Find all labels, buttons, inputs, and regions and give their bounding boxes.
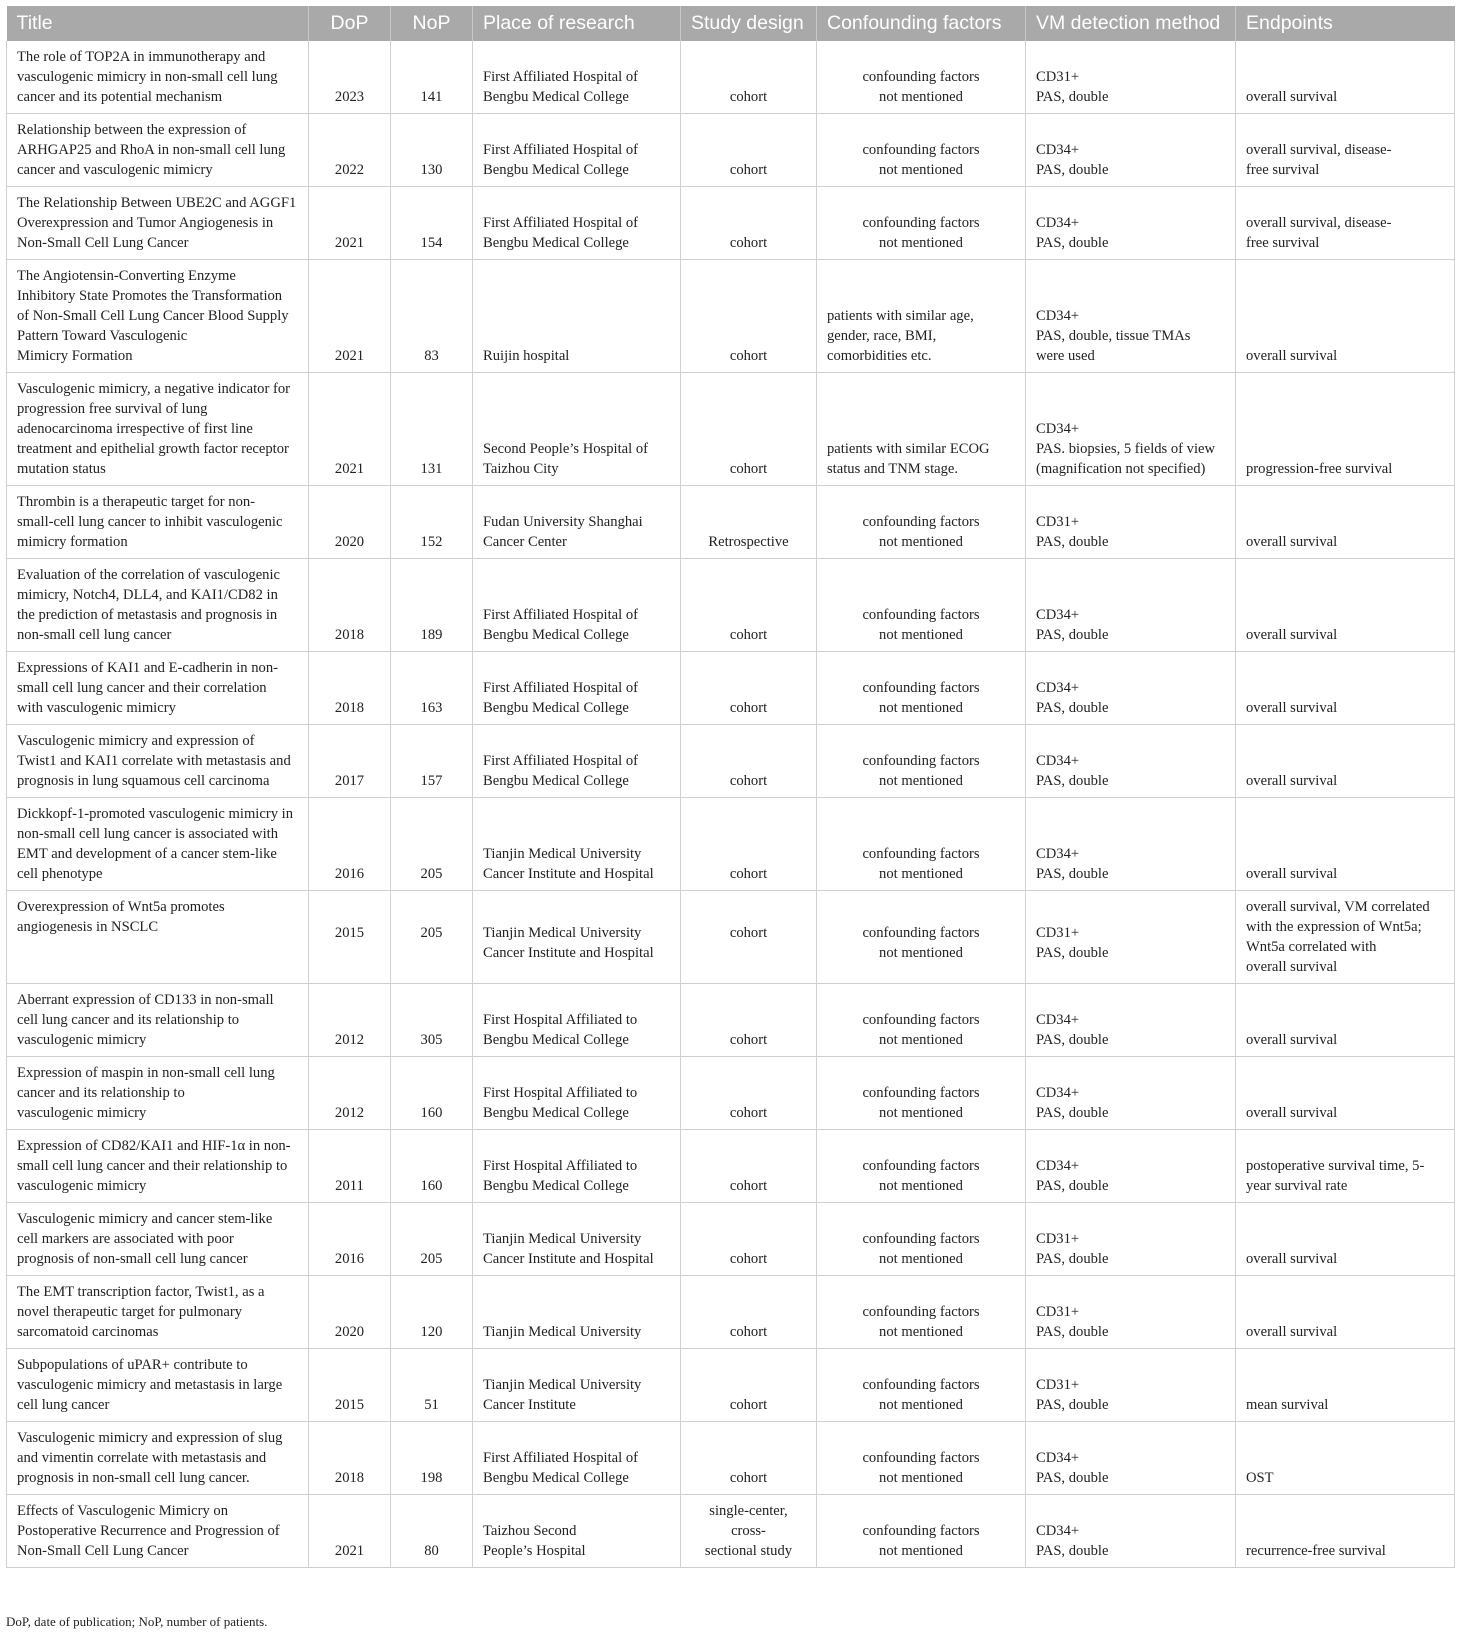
cell-dop: 2018 [309, 1422, 391, 1495]
cell-endpoints: overall survival [1236, 41, 1455, 114]
cell-nop: 141 [391, 41, 473, 114]
cell-title: Effects of Vasculogenic Mimicry on Postoperative Recurrence and Progression of Non-Small Cell Lung Cancer [7, 1495, 309, 1568]
cell-study-design: cohort [681, 891, 817, 984]
cell-vm-method: CD34+ PAS. biopsies, 5 fields of view (magnification not specified) [1026, 373, 1236, 486]
cell-title: The Relationship Between UBE2C and AGGF1 Overexpression and Tumor Angiogenesis in Non-Small Cell Lung Cancer [7, 187, 309, 260]
cell-vm-method: CD31+ PAS, double [1026, 1349, 1236, 1422]
cell-endpoints: overall survival [1236, 725, 1455, 798]
cell-vm-method: CD34+ PAS, double [1026, 1422, 1236, 1495]
cell-title: Expression of maspin in non-small cell lung cancer and its relationship to vasculogenic mimicry [7, 1057, 309, 1130]
cell-study-design: cohort [681, 1349, 817, 1422]
cell-endpoints: postoperative survival time, 5- year survival rate [1236, 1130, 1455, 1203]
cell-dop: 2016 [309, 798, 391, 891]
table-footnote: DoP, date of publication; NoP, number of patients. [6, 1614, 268, 1629]
cell-confounding: confounding factors not mentioned [817, 652, 1026, 725]
cell-vm-method: CD34+ PAS, double [1026, 798, 1236, 891]
cell-nop: 160 [391, 1057, 473, 1130]
cell-endpoints: overall survival [1236, 984, 1455, 1057]
cell-vm-method: CD34+ PAS, double [1026, 559, 1236, 652]
cell-study-design: cohort [681, 41, 817, 114]
cell-title: Vasculogenic mimicry and expression of Twist1 and KAI1 correlate with metastasis and prognosis in lung squamous cell carcinoma [7, 725, 309, 798]
cell-endpoints: OST [1236, 1422, 1455, 1495]
cell-title: The role of TOP2A in immunotherapy and vasculogenic mimicry in non-small cell lung cancer and its potential mechanism [7, 41, 309, 114]
cell-dop: 2018 [309, 652, 391, 725]
cell-nop: 130 [391, 114, 473, 187]
cell-place: First Affiliated Hospital of Bengbu Medical College [473, 187, 681, 260]
cell-vm-method: CD31+ PAS, double [1026, 1203, 1236, 1276]
cell-place: Taizhou Second People’s Hospital [473, 1495, 681, 1568]
cell-vm-method: CD34+ PAS, double [1026, 114, 1236, 187]
cell-confounding: confounding factors not mentioned [817, 114, 1026, 187]
table-row [7, 1495, 1455, 1568]
cell-confounding: confounding factors not mentioned [817, 187, 1026, 260]
cell-place: First Affiliated Hospital of Bengbu Medical College [473, 559, 681, 652]
table-row [7, 260, 1455, 373]
cell-title: Expression of CD82/KAI1 and HIF-1α in non- small cell lung cancer and their relationship to vasculogenic mimicry [7, 1130, 309, 1203]
cell-nop: 152 [391, 486, 473, 559]
cell-study-design: cohort [681, 114, 817, 187]
cell-endpoints: mean survival [1236, 1349, 1455, 1422]
cell-endpoints: overall survival [1236, 798, 1455, 891]
cell-endpoints: overall survival [1236, 1203, 1455, 1276]
cell-dop: 2015 [309, 1349, 391, 1422]
header-confounding: Confounding factors [817, 6, 1026, 41]
cell-study-design: cohort [681, 559, 817, 652]
cell-vm-method: CD34+ PAS, double [1026, 187, 1236, 260]
cell-place: Fudan University Shanghai Cancer Center [473, 486, 681, 559]
cell-endpoints: overall survival [1236, 1057, 1455, 1130]
table-row [7, 1422, 1455, 1495]
cell-endpoints: progression-free survival [1236, 373, 1455, 486]
cell-confounding: confounding factors not mentioned [817, 891, 1026, 984]
cell-endpoints: overall survival [1236, 260, 1455, 373]
cell-title: Expressions of KAI1 and E-cadherin in non- small cell lung cancer and their correlation with vasculogenic mimicry [7, 652, 309, 725]
cell-confounding: confounding factors not mentioned [817, 725, 1026, 798]
cell-place: First Hospital Affiliated to Bengbu Medical College [473, 1130, 681, 1203]
header-row [7, 6, 1455, 41]
cell-study-design: cohort [681, 1422, 817, 1495]
cell-endpoints: recurrence-free survival [1236, 1495, 1455, 1568]
cell-vm-method: CD31+ PAS, double [1026, 891, 1236, 984]
cell-study-design: cohort [681, 260, 817, 373]
cell-nop: 205 [391, 891, 473, 984]
cell-title: Dickkopf-1-promoted vasculogenic mimicry in non-small cell lung cancer is associated with EMT and development of a cancer stem-like cell phenotype [7, 798, 309, 891]
cell-place: First Affiliated Hospital of Bengbu Medical College [473, 114, 681, 187]
studies-table-container [6, 6, 1454, 1568]
cell-title: Overexpression of Wnt5a promotes angiogenesis in NSCLC [7, 891, 309, 984]
cell-study-design: single-center, cross- sectional study [681, 1495, 817, 1568]
cell-study-design: cohort [681, 725, 817, 798]
cell-title: Aberrant expression of CD133 in non-small cell lung cancer and its relationship to vasculogenic mimicry [7, 984, 309, 1057]
cell-nop: 198 [391, 1422, 473, 1495]
table-row [7, 41, 1455, 114]
cell-confounding: confounding factors not mentioned [817, 1203, 1026, 1276]
cell-title: Vasculogenic mimicry, a negative indicator for progression free survival of lung adenocarcinoma irrespective of first line treatment and epithelial growth factor receptor mutation status [7, 373, 309, 486]
cell-vm-method: CD34+ PAS, double [1026, 1130, 1236, 1203]
cell-dop: 2012 [309, 984, 391, 1057]
cell-place: First Affiliated Hospital of Bengbu Medical College [473, 652, 681, 725]
cell-nop: 189 [391, 559, 473, 652]
cell-confounding: confounding factors not mentioned [817, 1422, 1026, 1495]
cell-study-design: cohort [681, 652, 817, 725]
cell-dop: 2021 [309, 1495, 391, 1568]
cell-nop: 51 [391, 1349, 473, 1422]
cell-place: Ruijin hospital [473, 260, 681, 373]
cell-confounding: confounding factors not mentioned [817, 984, 1026, 1057]
studies-table [6, 6, 1455, 1568]
cell-dop: 2016 [309, 1203, 391, 1276]
cell-dop: 2018 [309, 559, 391, 652]
cell-confounding: confounding factors not mentioned [817, 41, 1026, 114]
header-vm-method: VM detection method [1026, 6, 1236, 41]
cell-nop: 163 [391, 652, 473, 725]
cell-nop: 157 [391, 725, 473, 798]
cell-nop: 305 [391, 984, 473, 1057]
cell-study-design: Retrospective [681, 486, 817, 559]
cell-dop: 2020 [309, 486, 391, 559]
table-row [7, 725, 1455, 798]
cell-vm-method: CD34+ PAS, double [1026, 652, 1236, 725]
cell-place: First Hospital Affiliated to Bengbu Medical College [473, 984, 681, 1057]
table-row [7, 114, 1455, 187]
table-row [7, 1276, 1455, 1349]
cell-title: Relationship between the expression of ARHGAP25 and RhoA in non-small cell lung cancer and vasculogenic mimicry [7, 114, 309, 187]
cell-nop: 83 [391, 260, 473, 373]
table-row [7, 1203, 1455, 1276]
cell-nop: 205 [391, 798, 473, 891]
cell-endpoints: overall survival, VM correlated with the expression of Wnt5a; Wnt5a correlated with overall survival [1236, 891, 1455, 984]
cell-dop: 2017 [309, 725, 391, 798]
table-row [7, 1349, 1455, 1422]
cell-endpoints: overall survival [1236, 559, 1455, 652]
cell-dop: 2023 [309, 41, 391, 114]
cell-endpoints: overall survival [1236, 486, 1455, 559]
cell-vm-method: CD34+ PAS, double [1026, 725, 1236, 798]
cell-endpoints: overall survival [1236, 652, 1455, 725]
cell-confounding: patients with similar ECOG status and TNM stage. [817, 373, 1026, 486]
cell-confounding: confounding factors not mentioned [817, 1130, 1026, 1203]
cell-dop: 2022 [309, 114, 391, 187]
cell-vm-method: CD34+ PAS, double [1026, 1495, 1236, 1568]
cell-place: First Affiliated Hospital of Bengbu Medical College [473, 725, 681, 798]
cell-nop: 205 [391, 1203, 473, 1276]
cell-vm-method: CD34+ PAS, double [1026, 1057, 1236, 1130]
header-design: Study design [681, 6, 817, 41]
table-row [7, 984, 1455, 1057]
header-endpoints: Endpoints [1236, 6, 1455, 41]
header-dop: DoP [309, 6, 391, 41]
table-row [7, 559, 1455, 652]
cell-nop: 120 [391, 1276, 473, 1349]
table-row [7, 1057, 1455, 1130]
cell-dop: 2011 [309, 1130, 391, 1203]
cell-dop: 2021 [309, 373, 391, 486]
cell-title: The Angiotensin-Converting Enzyme Inhibitory State Promotes the Transformation of Non-Small Cell Lung Cancer Blood Supply Pattern Toward Vasculogenic Mimicry Formation [7, 260, 309, 373]
cell-endpoints: overall survival [1236, 1276, 1455, 1349]
cell-dop: 2020 [309, 1276, 391, 1349]
cell-endpoints: overall survival, disease- free survival [1236, 114, 1455, 187]
cell-nop: 160 [391, 1130, 473, 1203]
cell-title: The EMT transcription factor, Twist1, as a novel therapeutic target for pulmonary sarcomatoid carcinomas [7, 1276, 309, 1349]
cell-endpoints: overall survival, disease- free survival [1236, 187, 1455, 260]
table-row [7, 373, 1455, 486]
cell-vm-method: CD31+ PAS, double [1026, 41, 1236, 114]
cell-place: First Affiliated Hospital of Bengbu Medical College [473, 1422, 681, 1495]
cell-study-design: cohort [681, 1130, 817, 1203]
cell-study-design: cohort [681, 187, 817, 260]
cell-place: Tianjin Medical University Cancer Institute and Hospital [473, 1203, 681, 1276]
cell-place: First Affiliated Hospital of Bengbu Medical College [473, 41, 681, 114]
cell-place: Tianjin Medical University Cancer Institute and Hospital [473, 798, 681, 891]
cell-confounding: confounding factors not mentioned [817, 1057, 1026, 1130]
cell-study-design: cohort [681, 798, 817, 891]
cell-nop: 80 [391, 1495, 473, 1568]
cell-dop: 2012 [309, 1057, 391, 1130]
cell-confounding: confounding factors not mentioned [817, 1349, 1026, 1422]
cell-nop: 154 [391, 187, 473, 260]
cell-nop: 131 [391, 373, 473, 486]
table-row [7, 652, 1455, 725]
cell-dop: 2021 [309, 187, 391, 260]
cell-title: Subpopulations of uPAR+ contribute to vasculogenic mimicry and metastasis in large cell lung cancer [7, 1349, 309, 1422]
cell-confounding: confounding factors not mentioned [817, 798, 1026, 891]
cell-study-design: cohort [681, 984, 817, 1057]
cell-confounding: patients with similar age, gender, race, BMI, comorbidities etc. [817, 260, 1026, 373]
cell-place: Tianjin Medical University Cancer Institute [473, 1349, 681, 1422]
cell-vm-method: CD31+ PAS, double [1026, 486, 1236, 559]
cell-dop: 2015 [309, 891, 391, 984]
table-row [7, 187, 1455, 260]
header-place: Place of research [473, 6, 681, 41]
cell-vm-method: CD31+ PAS, double [1026, 1276, 1236, 1349]
table-row [7, 1130, 1455, 1203]
cell-vm-method: CD34+ PAS, double, tissue TMAs were used [1026, 260, 1236, 373]
header-nop: NoP [391, 6, 473, 41]
cell-confounding: confounding factors not mentioned [817, 1495, 1026, 1568]
cell-confounding: confounding factors not mentioned [817, 486, 1026, 559]
cell-title: Vasculogenic mimicry and cancer stem-like cell markers are associated with poor prognosis of non-small cell lung cancer [7, 1203, 309, 1276]
cell-place: Second People’s Hospital of Taizhou City [473, 373, 681, 486]
cell-place: Tianjin Medical University Cancer Institute and Hospital [473, 891, 681, 984]
cell-study-design: cohort [681, 373, 817, 486]
cell-study-design: cohort [681, 1057, 817, 1130]
cell-study-design: cohort [681, 1203, 817, 1276]
header-title: Title [7, 6, 309, 41]
table-row [7, 891, 1455, 984]
cell-title: Vasculogenic mimicry and expression of slug and vimentin correlate with metastasis and prognosis in non-small cell lung cancer. [7, 1422, 309, 1495]
table-row [7, 798, 1455, 891]
cell-dop: 2021 [309, 260, 391, 373]
cell-place: First Hospital Affiliated to Bengbu Medical College [473, 1057, 681, 1130]
cell-title: Thrombin is a therapeutic target for non- small-cell lung cancer to inhibit vasculogenic mimicry formation [7, 486, 309, 559]
cell-place: Tianjin Medical University [473, 1276, 681, 1349]
cell-vm-method: CD34+ PAS, double [1026, 984, 1236, 1057]
cell-confounding: confounding factors not mentioned [817, 1276, 1026, 1349]
cell-confounding: confounding factors not mentioned [817, 559, 1026, 652]
cell-title: Evaluation of the correlation of vasculogenic mimicry, Notch4, DLL4, and KAI1/CD82 in the prediction of metastasis and prognosis in non-small cell lung cancer [7, 559, 309, 652]
cell-study-design: cohort [681, 1276, 817, 1349]
table-row [7, 486, 1455, 559]
